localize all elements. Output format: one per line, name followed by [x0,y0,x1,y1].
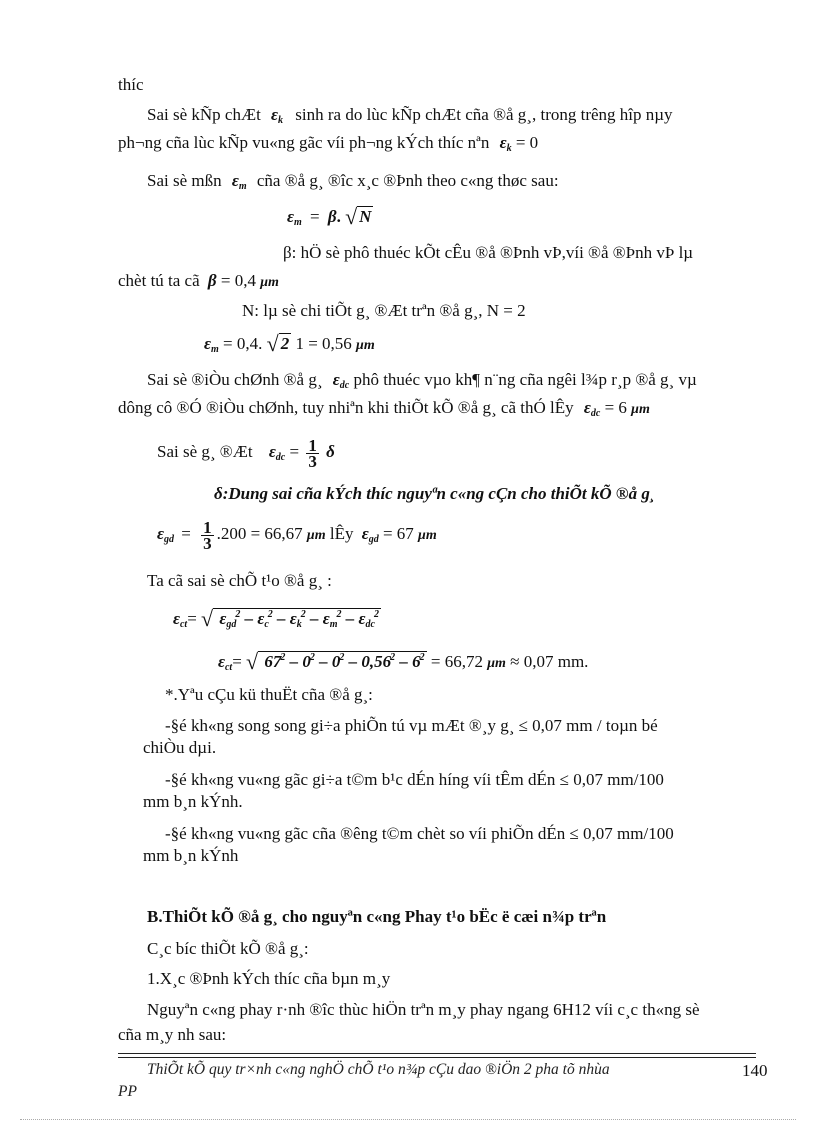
text-line: dông cô ®Ó ®iÒu chØnh, tuy nhiªn khi thiÕt kÕ ®å g¸ cã thÓ lÊy εdc = 6 μm [118,398,650,419]
text-line: 1.X¸c ®Þnh kÝch thíc cña bµn m¸y [147,969,391,988]
text-line: -§é kh«ng song song gi÷a phiÕn tú vµ mÆt ®¸y g¸ ≤ 0,07 mm / toµn bé [165,716,658,735]
page-bottom-edge [20,1119,796,1120]
formula-wear: εm = β. √ N [287,204,372,229]
footer-rule [118,1053,756,1054]
text-line: δ:Dung sai cña kÝch thíc nguyªn c«ng cÇn cho thiÕt kÕ ®å g¸ [214,484,656,503]
footer-rule [118,1057,756,1058]
text-line: C¸c bíc thiÕt kÕ ®å g¸: [147,939,309,958]
page-number: 140 [742,1061,768,1080]
text-line: Sai sè ®iÒu chØnh ®å g¸ εdc phô thuéc vµo kh¶ n¨ng cña ngêi l¾p r¸p ®å g¸ vµ [147,370,697,391]
text-line: Sai sè mßn εm cña ®å g¸ ®îc x¸c ®Þnh theo c«ng thøc sau: [147,171,559,192]
formula-setting-value: εgd = $\frac{1}{3}$ .200 = 66,67 μm lÊy εgd = 67 μm [157,517,437,553]
text-line: chèt tú ta cã β = 0,4 μm [118,271,279,290]
text-line: Nguyªn c«ng phay r·nh ®îc thùc hiÖn trªn m¸y phay ngang 6H12 víi c¸c th«ng sè [147,1000,700,1019]
text-line: -§é kh«ng vu«ng gãc cña ®êng t©m chèt so víi phiÕn dÉn ≤ 0,07 mm/100 [165,824,674,843]
footer-title: ThiÕt kÕ quy tr×nh c«ng nghÖ chÕ t¹o n¾p cÇu dao ®iÖn 2 pha tõ nhùa [147,1061,610,1078]
text-line: Sai sè kÑp chÆt εk sinh ra do lùc kÑp chÆt cña ®å g¸, trong trêng hîp nµy [147,105,673,126]
text-line: mm b¸n kÝnh [143,846,239,865]
text-line: N: lµ sè chi tiÕt g¸ ®Æt trªn ®å g¸, N = 2 [242,301,526,320]
text-line: *.Yªu cÇu kü thuËt cña ®å g¸: [165,685,373,704]
text-line: ph¬ng cña lùc kÑp vu«ng gãc víi ph¬ng kÝch thíc nªn εk = 0 [118,133,539,154]
text-line: cña m¸y nh sau: [118,1025,227,1044]
text-line: β: hÖ sè phô thuéc kÕt cÊu ®å ®Þnh vÞ,víi ®å ®Þnh vÞ lµ [283,243,694,262]
footer-title-continuation: PP [118,1083,137,1100]
formula-wear-value: εm = 0,4. √ 2 1 = 0,56 μm [204,331,375,356]
formula-manufacturing-error: εct= √ $\varepsilon gd^2 - \varepsilon c^2 - \varepsilon k^2 - \varepsilon m^2 - \varepsilon dc^2$ [173,606,379,631]
formula-manufacturing-value: εct= √ $67^2 - 0^2 - 0^2 - 0,56^2 - 6^2 = 66,72$ μm ≈ 0,07 mm. [218,649,589,674]
section-heading: B.ThiÕt kÕ ®å g¸ cho nguyªn c«ng Phay t¹o bËc ë cæi n¾p trªn [147,907,607,926]
text-line: -§é kh«ng vu«ng gãc gi÷a t©m b¹c dÉn híng víi tÊm dÉn ≤ 0,07 mm/100 [165,770,664,789]
text-line: mm b¸n kÝnh. [143,792,243,811]
formula-setting-error: Sai sè g¸ ®Æt εdc = $\frac{1}{3}$ δ [157,435,335,471]
text-line: Ta cã sai sè chÕ t¹o ®å g¸ : [147,571,332,590]
text-line: thíc [118,75,144,94]
text-line: chiÒu dµi. [143,738,217,757]
